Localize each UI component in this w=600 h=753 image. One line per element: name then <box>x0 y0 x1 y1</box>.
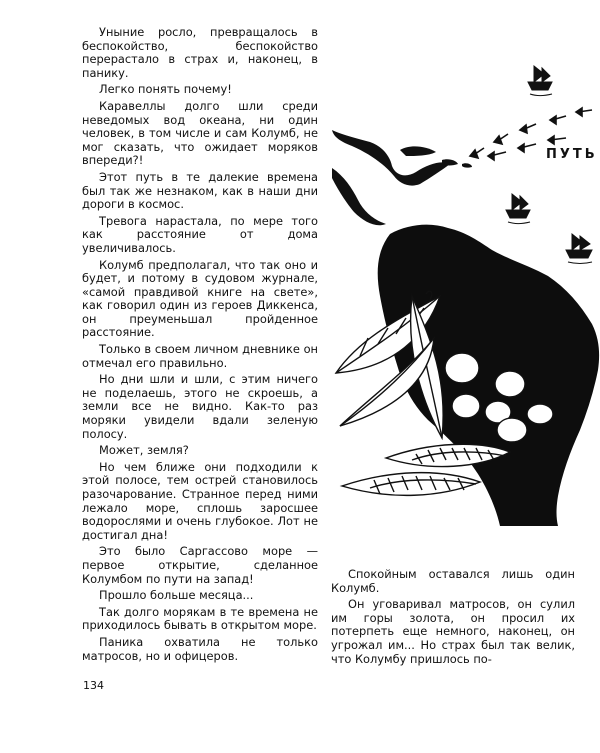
caravel-icon <box>528 66 552 96</box>
map-route-label: ПУТЬ <box>546 147 598 162</box>
paragraph: Паника охватила не только матросов, но и офицеров. <box>82 634 318 663</box>
paragraph: Уныние росло, превращалось в беспокойство, беспокойство перерастало в страх и, наконец, в панику. <box>82 25 318 80</box>
caribbean-landmass <box>332 130 472 225</box>
right-text-column <box>331 568 575 669</box>
page-number: 134 <box>83 679 104 692</box>
paragraph: Колумб предполагал, что так оно и будет, и потому в судовом журнале, «самой правдивой книге на свете», как говорил один из героев Диккенса, он преуменьшал пройденное расстояние. <box>82 257 318 340</box>
paragraph: Этот путь в те далекие времена был так же незнаком, как в наши дни дороги в космос. <box>82 169 318 212</box>
paragraph: Прошло больше месяца... <box>99 588 254 603</box>
caravel-icon <box>566 234 592 264</box>
map-illustration <box>330 38 600 526</box>
left-text-column <box>82 26 318 666</box>
paragraph: Но чем ближе они подходили к этой полосе, тем острей становилось разочарование. Странное перед ними лежало море, сплошь заросшее водорослями и очень глубокое. Лот не достигал дна! <box>82 459 318 542</box>
paragraph: Каравеллы долго шли среди неведомых вод океана, ни один человек, в том числе и сам Колумб, не мог сказать, что ожидает моряков впереди?! <box>82 98 318 168</box>
paragraph: Он уговаривал матросов, он сулил им горы золота, он просил их потерпеть еще немного, наконец, он угрожал им... Но страх был так велик, что Колумбу пришлось по- <box>331 597 575 666</box>
paragraph: Может, земля? <box>99 443 189 458</box>
paragraph: Это было Саргассово море — первое открытие, сделанное Колумбом по пути на запад! <box>82 544 318 586</box>
paragraph: Спокойным оставался лишь один Колумб. <box>331 567 575 595</box>
paragraph: Так долго морякам в те времена не приходилось бывать в открытом море. <box>82 604 318 633</box>
paragraph: Только в своем личном дневнике он отмечал его правильно. <box>82 342 318 370</box>
paragraph: Тревога нарастала, по мере того как расстояние от дома увеличивалось. <box>82 213 318 255</box>
caravel-icon <box>506 194 530 224</box>
paragraph: Но дни шли и шли, с этим ничего не поделаешь, этого не скроешь, а земли все не видно. Как-то раз моряки увидели вдали зеленую полосу. <box>82 372 318 441</box>
paragraph: Легко понять почему! <box>99 82 232 97</box>
